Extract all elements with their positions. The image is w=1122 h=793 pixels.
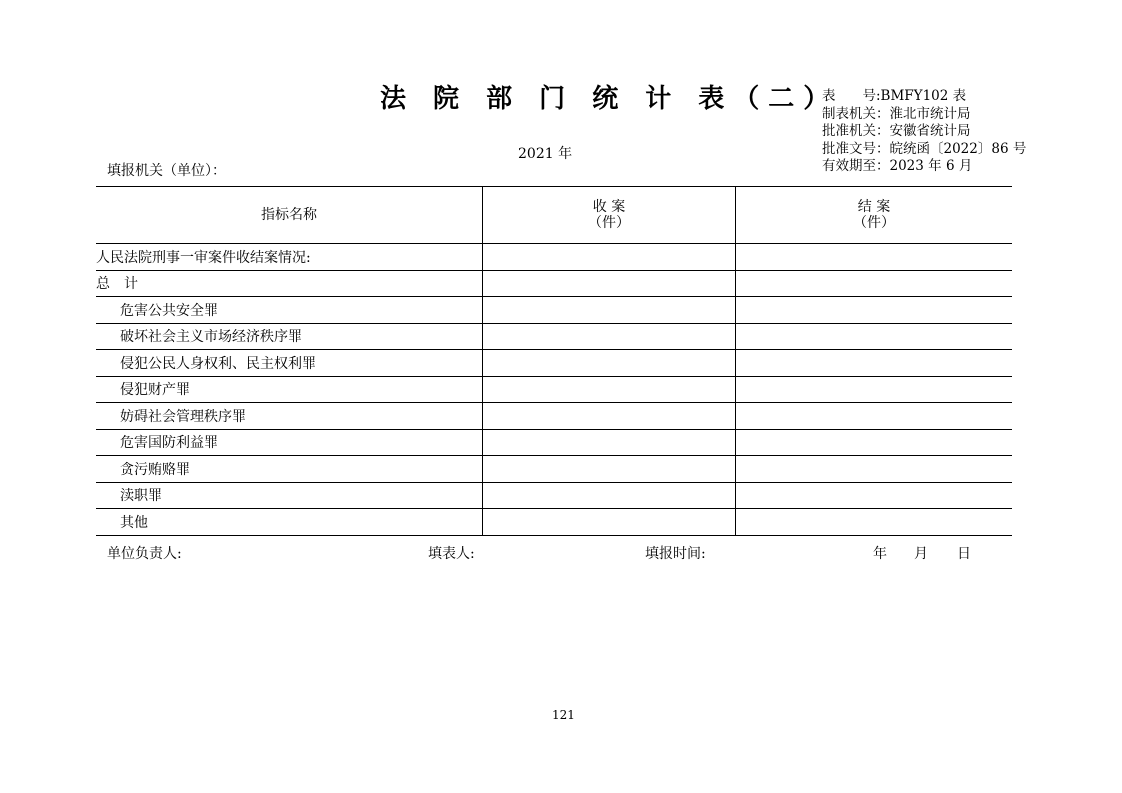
- row-label: 妨碍社会管理秩序罪: [96, 403, 483, 430]
- row-label: 其他: [96, 509, 483, 536]
- header-received-label: 收 案: [592, 199, 626, 215]
- row-label: 危害公共安全罪: [96, 297, 483, 324]
- received-cell[interactable]: [483, 297, 736, 324]
- table-row: [96, 482, 1012, 509]
- closed-cell[interactable]: [736, 244, 1013, 271]
- header-indicator: [96, 187, 483, 244]
- table-row: [96, 429, 1012, 456]
- received-cell[interactable]: [483, 376, 736, 403]
- filling-unit-label: 填报机关（单位）：: [107, 163, 226, 179]
- row-label: 人民法院刑事一审案件收结案情况:: [96, 244, 483, 271]
- header-received: [483, 187, 736, 244]
- approval-agency: 批准机关：安徽省统计局: [822, 123, 971, 139]
- received-cell[interactable]: [483, 509, 736, 536]
- table-header-row: [96, 187, 1012, 244]
- table-row: [96, 456, 1012, 483]
- received-cell[interactable]: [483, 403, 736, 430]
- page-title: 法 院 部 门 统 计 表（二）: [380, 84, 839, 114]
- received-cell[interactable]: [483, 482, 736, 509]
- table-row: [96, 350, 1012, 377]
- closed-cell[interactable]: [736, 297, 1013, 324]
- closed-cell[interactable]: [736, 350, 1013, 377]
- table-row: [96, 244, 1012, 271]
- received-cell[interactable]: [483, 350, 736, 377]
- received-cell[interactable]: [483, 429, 736, 456]
- closed-cell[interactable]: [736, 270, 1013, 297]
- table-row: [96, 376, 1012, 403]
- valid-until: 有效期至：2023 年 6 月: [822, 158, 973, 174]
- header-closed-unit: （件）: [853, 215, 895, 231]
- row-label: 贪污贿赂罪: [96, 456, 483, 483]
- fill-time-label: 填报时间:: [645, 546, 706, 562]
- unit-head-label: 单位负责人:: [107, 546, 182, 562]
- footer-year: 年: [873, 546, 887, 562]
- footer-month: 月: [914, 546, 928, 562]
- table-number: 表 号:BMFY102 表: [822, 88, 967, 104]
- page-number: 121: [552, 708, 575, 722]
- row-label: 侵犯公民人身权利、民主权利罪: [96, 350, 483, 377]
- received-cell[interactable]: [483, 323, 736, 350]
- closed-cell[interactable]: [736, 429, 1013, 456]
- table-row: [96, 270, 1012, 297]
- row-label: 侵犯财产罪: [96, 376, 483, 403]
- table-row: [96, 323, 1012, 350]
- footer-day: 日: [957, 546, 971, 562]
- report-year: 2021 年: [518, 146, 573, 162]
- filled-by-label: 填表人:: [428, 546, 475, 562]
- form-meta: [822, 88, 1026, 176]
- row-label: 渎职罪: [96, 482, 483, 509]
- received-cell[interactable]: [483, 244, 736, 271]
- row-label: 破坏社会主义市场经济秩序罪: [96, 323, 483, 350]
- header-indicator-label: 指标名称: [261, 207, 317, 223]
- table-row: [96, 403, 1012, 430]
- received-cell[interactable]: [483, 456, 736, 483]
- closed-cell[interactable]: [736, 482, 1013, 509]
- table-row: [96, 297, 1012, 324]
- header-closed: [736, 187, 1013, 244]
- row-label: 危害国防利益罪: [96, 429, 483, 456]
- table-row: [96, 509, 1012, 536]
- closed-cell[interactable]: [736, 376, 1013, 403]
- closed-cell[interactable]: [736, 509, 1013, 536]
- received-cell[interactable]: [483, 270, 736, 297]
- closed-cell[interactable]: [736, 323, 1013, 350]
- row-label: 总 计: [96, 270, 483, 297]
- closed-cell[interactable]: [736, 403, 1013, 430]
- closed-cell[interactable]: [736, 456, 1013, 483]
- statistics-table: [96, 186, 1012, 536]
- maker-agency: 制表机关：淮北市统计局: [822, 105, 971, 122]
- header-received-unit: （件）: [588, 215, 630, 231]
- header-closed-label: 结 案: [857, 199, 891, 215]
- approval-doc-number: 批准文号：皖统函〔2022〕86 号: [822, 140, 1027, 157]
